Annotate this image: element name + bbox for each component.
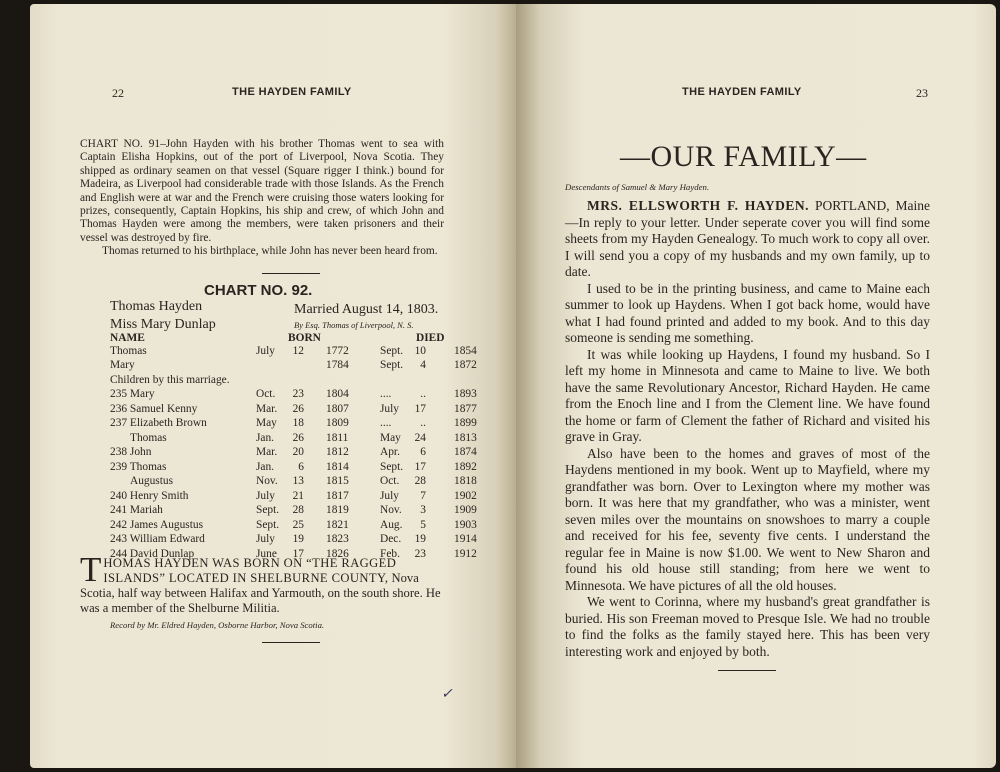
parent-by-cell: 1772 [326, 345, 349, 357]
child-dy-cell: 1903 [454, 518, 477, 531]
child-name-cell: 240 Henry Smith [110, 489, 189, 502]
parent-dy-cell: 1854 [454, 345, 477, 357]
intro-text [80, 138, 444, 259]
child-dy-cell: 1893 [454, 388, 477, 400]
husband-name: Thomas Hayden [110, 299, 203, 314]
child-bm-cell: Nov. [256, 475, 278, 487]
header-born: BORN [288, 332, 321, 344]
letter-p4: Also have been to the homes and graves of most of the Haydens mentioned in my book. Went up to Mayfield, where my grandfather was born. Over to Lexington where my mother was born. It was here that my grandfather, who was a minister, went seven miles over the mountains on snowshoes to marry a couple and received for his fee, seventy five cents. I understand the regular fee in Maine is now $1.00. We went to New Sharon and found his old house still standing; from here we went to Minnesota. We have pictures of all the old houses. [565, 445, 930, 593]
parent-bm-cell: July [256, 345, 275, 357]
running-head-left: THE HAYDEN FAMILY [232, 86, 352, 98]
child-name-cell: Augustus [130, 475, 174, 487]
child-dy-cell: 1909 [454, 504, 477, 516]
child-dy-cell: 1902 [454, 489, 477, 502]
child-bm-cell: July [256, 533, 275, 545]
child-dm-cell: Apr. [380, 446, 400, 458]
record-credit: Record by Mr. Eldred Hayden, Osborne Harbor, Nova Scotia. [110, 620, 325, 630]
divider-rule-bottom [262, 642, 320, 643]
child-dm-cell: Feb. [380, 547, 400, 560]
letter-salutation: MRS. ELLSWORTH F. HAYDEN. [587, 198, 810, 213]
child-bm-cell: Jan. [256, 460, 275, 473]
child-name-cell: 237 Elizabeth Brown [110, 417, 207, 429]
wife-name: Miss Mary Dunlap [110, 317, 216, 332]
child-dd-cell: .. [420, 388, 426, 400]
married-by: By Esq. Thomas of Liverpool, N. S. [294, 320, 414, 330]
child-dm-cell: Aug. [380, 518, 403, 531]
parent-name-cell: Thomas [110, 345, 147, 357]
child-name-cell: Thomas [130, 431, 167, 444]
child-bm-cell: May [256, 417, 277, 429]
page-number-left: 22 [112, 86, 124, 100]
child-dm-cell: May [380, 431, 401, 444]
parent-name-cell: Mary [110, 358, 135, 371]
child-dm-cell: .... [380, 417, 392, 429]
child-bd-cell: 26 [292, 431, 304, 444]
child-dm-cell: Dec. [380, 533, 402, 545]
parent-dd-cell: 4 [420, 358, 426, 371]
chart-title: CHART NO. 92. [204, 282, 313, 299]
child-bm-cell: Oct. [256, 388, 276, 400]
child-dd-cell: .. [420, 417, 426, 429]
child-by-cell: 1809 [326, 417, 349, 429]
child-dy-cell: 1914 [454, 533, 477, 545]
child-bd-cell: 20 [292, 446, 304, 458]
child-dd-cell: 3 [420, 504, 426, 516]
letter-p1: PORTLAND, Maine—In reply to your letter. Under seperate cover you will find some sheets from my Hayden Genealogy. To much work to copy all over. I will send you a copy of my husbands and my own family, up to date. [565, 198, 931, 279]
child-dy-cell: 1877 [454, 402, 477, 415]
intro-paragraph-2: Thomas returned to his birthplace, while John has never been heard from. [102, 245, 438, 258]
child-dd-cell: 24 [414, 431, 426, 444]
letter-p5: We went to Corinna, where my husband's great grandfather is buried. His son Freeman moved to Presque Isle. We had no trouble to find the folks as the family stayed here. This has been very interesting work and enjoyed by both. [565, 594, 930, 659]
intro-paragraph: CHART NO. 91–John Hayden with his brother Thomas went to sea with Captain Elisha Hopkins, out of the port of Liverpool, Nova Scotia. They shipped as ordinary seamen on that vessel (Square rigger I think.) bound for Madeira, as Liverpool had considerable trade with those Islands. As the French and English were at war and the French were cruising those waters looking for prizes, consequently, Captain Hopkins, his ship and crew, of which John and Thomas Hayden were among the members, were taken prisoners and their vessel was destroyed by fire. [80, 138, 444, 244]
page-number-right: 23 [916, 86, 928, 100]
child-dd-cell: 5 [420, 518, 426, 531]
child-dy-cell: 1874 [454, 446, 477, 458]
child-bm-cell: Mar. [256, 402, 278, 415]
parent-dm-cell: Sept. [380, 358, 404, 371]
child-dd-cell: 19 [414, 533, 426, 545]
child-dy-cell: 1912 [454, 547, 477, 560]
child-by-cell: 1804 [326, 388, 349, 400]
child-dd-cell: 7 [420, 489, 426, 502]
child-bm-cell: June [256, 547, 277, 560]
header-name: NAME [110, 332, 145, 344]
child-by-cell: 1817 [326, 489, 349, 502]
children-label: Children by this marriage. [110, 374, 230, 386]
child-dd-cell: 28 [414, 475, 426, 487]
parent-bd-cell: 12 [292, 345, 304, 357]
header-died: DIED [416, 332, 445, 344]
child-bd-cell: 13 [292, 475, 304, 487]
child-name-cell: 239 Thomas [110, 460, 167, 473]
child-bm-cell: Jan. [256, 431, 275, 444]
divider-rule [262, 273, 320, 274]
child-bd-cell: 23 [292, 388, 304, 400]
child-dm-cell: July [380, 489, 399, 502]
child-dy-cell: 1899 [454, 417, 477, 429]
child-name-cell: 235 Mary [110, 388, 155, 400]
child-by-cell: 1812 [326, 446, 349, 458]
letter-text [565, 198, 930, 660]
child-bd-cell: 6 [298, 460, 304, 473]
child-dm-cell: .... [380, 388, 392, 400]
child-by-cell: 1823 [326, 533, 349, 545]
child-by-cell: 1814 [326, 460, 349, 473]
child-dm-cell: Oct. [380, 475, 400, 487]
child-bd-cell: 19 [292, 533, 304, 545]
left-page [30, 4, 516, 768]
parent-dd-cell: 10 [414, 345, 426, 357]
child-dm-cell: July [380, 402, 399, 415]
child-name-cell: 241 Mariah [110, 504, 163, 516]
parent-by-cell: 1784 [326, 358, 349, 371]
child-bd-cell: 17 [292, 547, 304, 560]
child-bd-cell: 26 [292, 402, 304, 415]
child-by-cell: 1826 [326, 547, 349, 560]
child-bd-cell: 21 [292, 489, 304, 502]
ragged-caps: HOMAS HAYDEN WAS BORN ON “THE RAGGED ISLANDS” LOCATED IN SHELBURNE COUNTY, [103, 556, 397, 585]
child-dd-cell: 23 [414, 547, 426, 560]
child-by-cell: 1811 [326, 431, 349, 444]
check-mark: ✓ [441, 686, 453, 702]
child-bd-cell: 25 [292, 518, 304, 531]
child-by-cell: 1807 [326, 402, 349, 415]
descendants-subtitle: Descendants of Samuel & Mary Hayden. [565, 182, 710, 192]
child-bd-cell: 18 [292, 417, 304, 429]
child-name-cell: 242 James Augustus [110, 518, 204, 531]
child-name-cell: 238 John [110, 446, 152, 458]
ragged-rest: Nova Scotia, half way between Halifax and Yarmouth, on the south shore. He was a member of the Shelburne Militia. [80, 571, 441, 615]
child-bm-cell: Mar. [256, 446, 278, 458]
child-bd-cell: 28 [292, 504, 304, 516]
child-name-cell: 244 David Dunlap [110, 547, 195, 560]
running-head-right: THE HAYDEN FAMILY [682, 86, 802, 98]
parent-dm-cell: Sept. [380, 345, 404, 357]
child-dd-cell: 17 [414, 402, 426, 415]
letter-p2: I used to be in the printing business, and came to Maine each summer to look up Haydens. When I got back home, would have what I had found printed and added to my book. And to this day someone is sending me something. [565, 280, 930, 345]
married-date: Married August 14, 1803. [294, 302, 439, 317]
letter-p3: It was while looking up Haydens, I found my husband. So I left my home in Minnesota and came to Maine to live. We both have the same Revolutionary Ancestor, Richard Hayden. He came from the Enoch line and I from the Clement line. We have found the home or farm of Clement the father of Richard and visited his grave in Gray. [565, 346, 930, 444]
child-by-cell: 1815 [326, 475, 349, 487]
child-by-cell: 1819 [326, 504, 349, 516]
child-bm-cell: Sept. [256, 518, 280, 531]
our-family-title: —OUR FAMILY— [620, 140, 867, 173]
child-by-cell: 1821 [326, 518, 349, 531]
drop-cap: T [80, 550, 102, 589]
child-name-cell: 243 William Edward [110, 533, 205, 545]
child-bm-cell: Sept. [256, 504, 280, 516]
divider-rule-right [718, 670, 776, 671]
child-dm-cell: Nov. [380, 504, 402, 516]
child-dd-cell: 6 [420, 446, 426, 458]
child-name-cell: 236 Samuel Kenny [110, 402, 198, 415]
parent-dy-cell: 1872 [454, 358, 477, 371]
child-dd-cell: 17 [414, 460, 426, 473]
child-dm-cell: Sept. [380, 460, 404, 473]
child-dy-cell: 1818 [454, 475, 477, 487]
child-dy-cell: 1813 [454, 431, 477, 444]
child-bm-cell: July [256, 489, 275, 502]
child-dy-cell: 1892 [454, 460, 477, 473]
